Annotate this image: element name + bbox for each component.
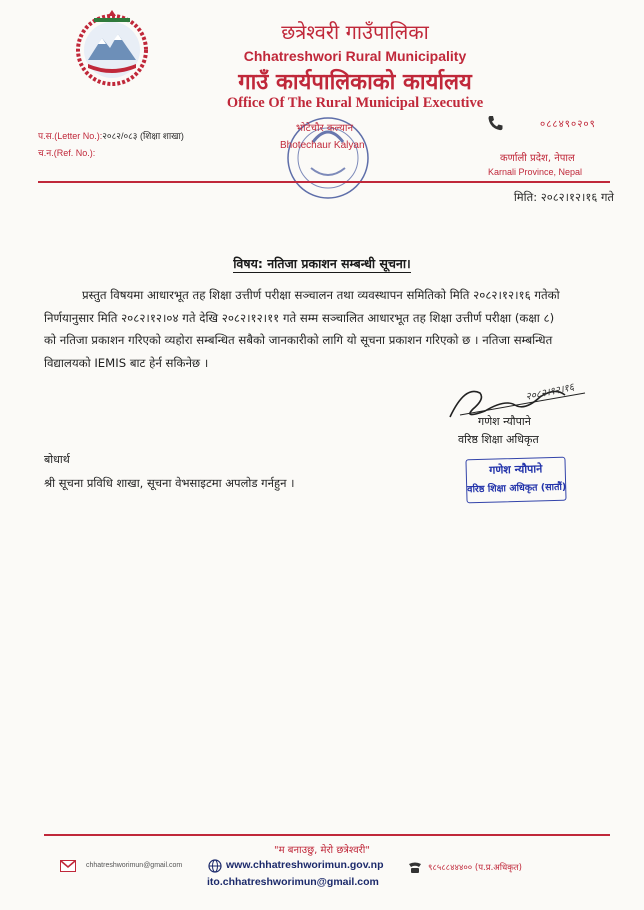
footer-phone: ९८५८८४४४०० (प.प्र.अधिकृत) — [428, 863, 522, 873]
header-divider — [38, 181, 610, 183]
municipality-name-en: Chhatreshwori Rural Municipality — [243, 48, 467, 64]
body-line: प्रस्तुत विषयमा आधारभूत तह शिक्षा उत्तीर्ण परीक्षा सञ्चालन तथा व्यवस्थापन समितिको मिति २०८२।१२।१६ गतेको — [82, 288, 560, 302]
signature-date: २०८२।१२।१६ — [524, 381, 576, 403]
municipality-name-np: छत्रेश्वरी गाउँपालिका — [281, 20, 429, 44]
body-line: को नतिजा प्रकाशन गरिएको व्यहोरा सम्बन्धित सबैको जानकारीको लागि यो सूचना प्रकाशन गरिएको छ । नतिजा सम्बन्धित — [44, 333, 553, 347]
body-line: विद्यालयको IEMIS बाट हेर्न सकिनेछ । — [44, 355, 209, 370]
footer-gmail[interactable]: chhatreshworimun@gmail.com — [86, 862, 183, 869]
cc-recipient: श्री सूचना प्रविधि शाखा, सूचना वेभसाइटमा अपलोड गर्नहुन । — [44, 476, 295, 490]
stamp-title: वरिष्ठ शिक्षा अधिकृत (सातौं) — [467, 481, 567, 496]
footer-phone-icon — [407, 862, 423, 874]
subject-heading — [0, 255, 644, 272]
ref-number-label: च.न.(Ref. No.): — [38, 148, 96, 158]
footer-website[interactable]: www.chhatreshworimun.gov.np — [226, 859, 384, 871]
officer-stamp — [465, 457, 566, 504]
office-name-en: Office Of The Rural Municipal Executive — [226, 95, 484, 111]
province-np: कर्णाली प्रदेश, नेपाल — [500, 153, 575, 164]
letter-number-label: प.स.(Letter No.): — [38, 131, 103, 141]
footer-slogan: "म बनाउछु, मेरो छत्रेश्वरी" — [274, 845, 370, 856]
province-en: Karnali Province, Nepal — [488, 167, 583, 177]
letter-date: मिति: २०८२।१२।१६ गते — [513, 190, 614, 204]
signatory-title: वरिष्ठ शिक्षा अधिकृत — [458, 433, 539, 446]
phone-icon — [486, 114, 504, 132]
subject-text: विषय: नतिजा प्रकाशन सम्बन्धी सूचना। — [233, 256, 411, 271]
office-name-np: गाउँ कार्यपालिकाको कार्यालय — [238, 69, 472, 95]
signatory-name: गणेश न्यौपाने — [478, 415, 531, 428]
footer-divider — [44, 834, 610, 836]
letter-number-value: २०८२/०८३ (शिक्षा शाखा) — [102, 131, 184, 141]
seal-text-en: Bhotechaur Kalyan — [280, 140, 365, 151]
letter-number — [38, 129, 184, 142]
gmail-icon — [60, 860, 76, 872]
footer-email[interactable]: ito.chhatreshworimun@gmail.com — [207, 876, 379, 888]
globe-icon — [208, 859, 222, 873]
body-paragraph — [44, 284, 610, 374]
office-phone: ०८८४९०२०९ — [540, 119, 596, 130]
body-line: निर्णयानुसार मिति २०८२।१२।०४ गते देखि २०८२।१२।११ गते सम्म सञ्चालित आधारभूत तह शिक्षा उत्तीर्ण परीक्षा (कक्षा ८) — [44, 310, 555, 325]
nepal-emblem-icon — [70, 8, 155, 88]
stamp-name: गणेश न्यौपाने — [488, 462, 543, 477]
cc-label: बोधार्थ — [44, 453, 70, 466]
seal-text-np: भोटेचौर कल्यान — [296, 123, 354, 134]
